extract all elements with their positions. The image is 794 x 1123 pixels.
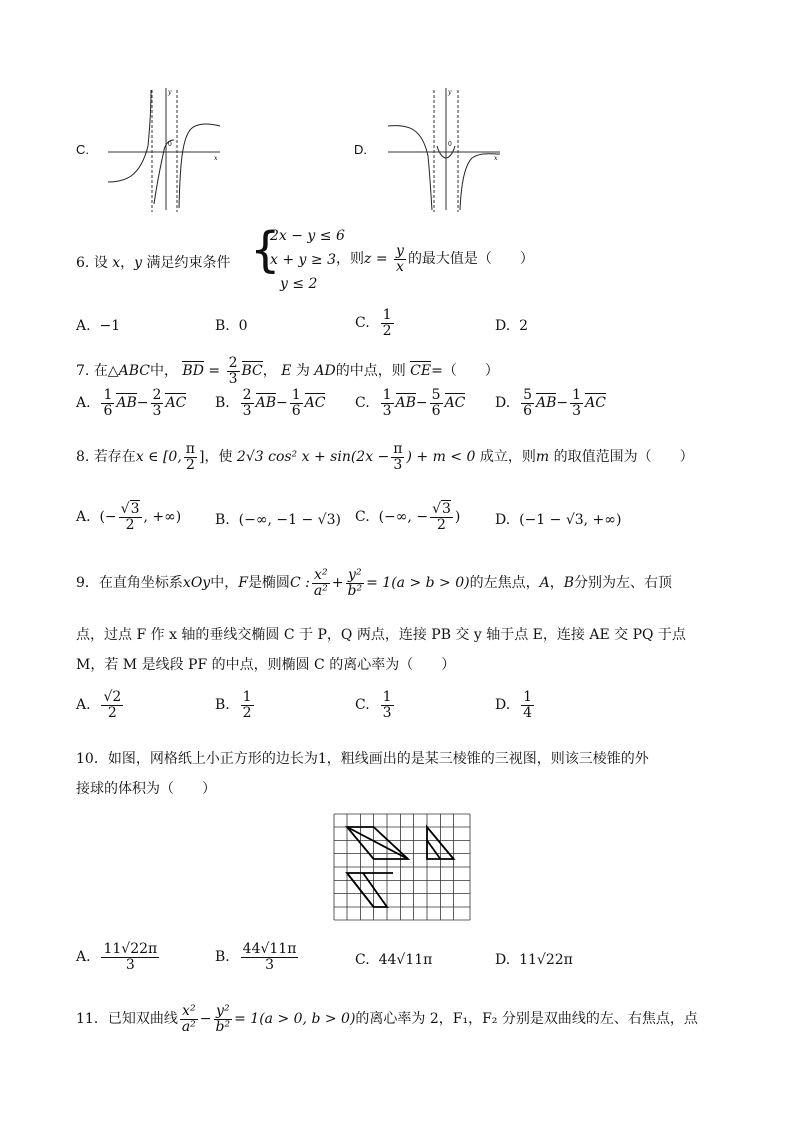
q6-frac-den: x <box>396 258 404 275</box>
graph-d-branch-left <box>388 126 432 210</box>
q9-option-den: 4 <box>523 704 533 721</box>
q8-var-m: m <box>535 449 550 466</box>
q8-opt-radicand: 3 <box>442 501 451 517</box>
q10-option-label: D. <box>495 952 511 968</box>
q6-z-eq: z = <box>364 251 388 268</box>
q6-tail: 的最大值是（ ） <box>407 251 534 268</box>
q6-pre: 设 <box>93 255 108 271</box>
q9-option-den: 2 <box>107 704 117 721</box>
q9-text: 9．在直角坐标系 <box>76 575 183 592</box>
q7-opt-num: 5 <box>431 387 441 403</box>
q7-opt-num: 1 <box>382 387 392 403</box>
q6-option-text: −1 <box>99 318 121 334</box>
q7-text: 在△ <box>93 363 119 380</box>
q10-option-d[interactable] <box>495 952 573 968</box>
q6-sep: ， <box>120 255 135 271</box>
q7-option-d[interactable] <box>495 388 606 418</box>
q7-opt-num: 1 <box>103 387 113 403</box>
q6-var-y: y <box>134 255 143 271</box>
q9-plus: + <box>331 575 344 592</box>
q6-fraction <box>394 244 406 274</box>
q7-number: 7. <box>76 363 90 380</box>
q6-option-label: B. <box>215 318 230 334</box>
q9-option-num: 1 <box>242 689 252 705</box>
q8-bracket: ] <box>199 449 205 466</box>
q10-option-c[interactable] <box>355 952 432 968</box>
q7-eq: = <box>208 363 221 380</box>
graph-c-y-label: y <box>168 89 172 96</box>
q6-var-x: x <box>112 255 121 271</box>
q9-frac-num: y² <box>348 567 362 583</box>
q8-frac-num: π <box>185 441 195 457</box>
q7-option-label: C. <box>355 395 370 412</box>
q8-option-text: (−1 − √3, +∞) <box>519 512 622 528</box>
q8-option-label: C. <box>355 509 370 526</box>
q9-ellipse-c: C : <box>289 575 310 592</box>
q9-option-den: 3 <box>382 704 392 721</box>
q6-option-c[interactable] <box>355 308 396 338</box>
q8-text: 成立，则 <box>479 449 536 466</box>
q11-frac-den: a² <box>181 1018 196 1035</box>
q8-expr: ) + m < 0 <box>406 449 476 466</box>
q9-option-label: B. <box>215 697 230 714</box>
q6-option-b[interactable] <box>215 318 248 334</box>
q7-triangle: ABC <box>118 363 150 380</box>
q9-text: ， <box>549 575 564 592</box>
q9-option-label: A. <box>76 697 91 714</box>
q7-opt-den: 3 <box>382 402 392 419</box>
q10-line-1: 10．如图，网格纸上小正方形的边长为1，粗线画出的是某三棱锥的三视图，则该三棱锥的外 <box>76 751 649 767</box>
graph-c-origin: 0 <box>168 141 172 148</box>
graph-d-y-label: y <box>448 89 452 96</box>
q6-mid: 满足约束条件 <box>146 255 231 271</box>
q7-opt-vector: AC <box>165 395 187 412</box>
q6-stem-start <box>76 252 231 272</box>
q10-option-num: 11√22π <box>103 941 158 957</box>
q7-opt-vector: AC <box>304 395 326 412</box>
q8-frac-den: 2 <box>185 456 195 473</box>
q8-opt-pre: (− <box>99 509 117 526</box>
q7-vector-ce: CE <box>410 363 432 380</box>
q10-option-label: B. <box>215 949 230 966</box>
q7-point-e: E <box>281 363 292 380</box>
q8-opt-den: 2 <box>125 516 135 533</box>
q9-option-a[interactable] <box>76 690 125 720</box>
q7-opt-den: 3 <box>152 402 162 419</box>
q8-expr: 2√3 cos² x + sin(2x − <box>236 449 390 466</box>
q8-opt-pre: (−∞, − <box>378 509 429 526</box>
graph-c-branch-mid <box>154 140 174 204</box>
q9-point-f: F <box>238 575 248 592</box>
q8-frac-num: π <box>393 441 403 457</box>
q9-point-b: B <box>563 575 575 592</box>
q7-opt-den: 6 <box>523 402 533 419</box>
q6-option-den: 2 <box>382 322 392 339</box>
q7-text: ， <box>262 363 277 380</box>
q7-text: 中， <box>149 363 178 380</box>
q7-opt-op: − <box>556 395 569 412</box>
q9-text: 分别为左、右顶 <box>574 575 673 592</box>
q6-option-label: C. <box>355 315 370 332</box>
q8-option-label: A. <box>76 509 91 526</box>
q6-option-label: A. <box>76 318 91 334</box>
q9-text: 中， <box>210 575 239 592</box>
q10-option-a[interactable] <box>76 942 161 972</box>
q8-option-label: B. <box>215 512 230 528</box>
graph-d-branch-right <box>460 154 500 210</box>
q9-text: 是椭圆 <box>247 575 290 592</box>
q7-option-label: D. <box>495 395 511 412</box>
q7-opt-op: − <box>415 395 428 412</box>
q6-constraints <box>270 224 345 296</box>
q7-option-label: B. <box>215 395 230 412</box>
q6-constraint: 2x − y ≤ 6 <box>270 228 345 244</box>
q7-stem <box>76 356 499 386</box>
graph-d-label: D. <box>354 142 367 157</box>
q7-opt-num: 5 <box>523 387 533 403</box>
q7-option-c[interactable] <box>355 388 465 418</box>
q9-option-label: C. <box>355 697 370 714</box>
q7-option-b[interactable] <box>215 388 325 418</box>
q8-text: ，使 <box>204 449 233 466</box>
q7-opt-den: 3 <box>242 402 252 419</box>
q8-option-d[interactable] <box>495 512 621 528</box>
q7-opt-num: 2 <box>242 387 252 403</box>
q11-text: 11．已知双曲线 <box>76 1011 178 1028</box>
q7-text: 的中点，则 <box>335 363 406 380</box>
q6-constraint: x + y ≥ 3 <box>270 252 336 268</box>
q6-brace: { <box>250 222 281 278</box>
q9-frac-num: x² <box>314 567 328 583</box>
q10-option-num: 44√11π <box>242 941 297 957</box>
q8-frac-den: 3 <box>393 456 403 473</box>
q8-option-b[interactable] <box>215 512 341 528</box>
q7-vector-bd: BD <box>182 363 204 380</box>
q7-opt-num: 2 <box>152 387 162 403</box>
q8-text: 的取值范围为（ ） <box>553 449 694 466</box>
q11-stem <box>76 1004 698 1034</box>
q7-text: =（ ） <box>431 363 499 380</box>
q11-text: 的离心率为 2，F₁，F₂ 分别是双曲线的左、右焦点，点 <box>355 1011 698 1028</box>
q9-xoy: xOy <box>182 575 211 592</box>
q7-frac-num: 2 <box>228 355 238 371</box>
q9-option-d[interactable] <box>495 690 536 720</box>
q7-opt-num: 1 <box>572 387 582 403</box>
q9-text: 的左焦点， <box>469 575 540 592</box>
q10-option-den: 3 <box>265 956 274 973</box>
q6-option-num: 1 <box>382 307 392 323</box>
q9-option-c[interactable] <box>355 690 396 720</box>
q7-opt-vector: AB <box>395 395 416 412</box>
q8-option-text: (−∞, −1 − √3) <box>238 512 341 528</box>
q7-opt-vector: AC <box>444 395 466 412</box>
q7-segment-ad: AD <box>314 363 336 380</box>
q10-option-label: A. <box>76 949 91 966</box>
q7-opt-vector: AC <box>585 395 606 412</box>
q8-option-label: D. <box>495 512 511 528</box>
graph-c-branch-left <box>108 90 151 182</box>
q6-objective <box>336 244 534 274</box>
q8-opt-post: ) <box>454 509 461 526</box>
q8-opt-den: 2 <box>437 516 446 533</box>
q10-option-text: 44√11π <box>378 952 433 968</box>
q9-point-a: A <box>539 575 550 592</box>
q6-option-a[interactable] <box>76 318 120 334</box>
q8-opt-radicand: 3 <box>130 501 140 517</box>
q7-opt-op: − <box>275 395 288 412</box>
q10-option-label: C. <box>355 952 370 968</box>
q9-option-num: 1 <box>382 689 392 705</box>
q7-opt-den: 3 <box>572 402 582 419</box>
q7-option-label: A. <box>76 395 91 412</box>
three-view-grid <box>333 813 471 921</box>
q11-frac-den: b² <box>215 1018 231 1035</box>
graph-c-x-label: x <box>214 155 218 162</box>
q7-vector-bc: BC <box>241 363 263 380</box>
q9-condition: = 1(a > b > 0) <box>366 575 470 592</box>
q8-opt-post: , +∞) <box>143 509 182 526</box>
q10-option-b[interactable] <box>215 942 300 972</box>
q7-opt-num: 1 <box>291 387 301 403</box>
graph-d <box>384 86 504 216</box>
q9-option-den: 2 <box>242 704 252 721</box>
q7-opt-den: 6 <box>431 402 441 419</box>
q10-option-text: 11√22π <box>519 952 573 968</box>
q9-option-num: 1 <box>523 689 533 705</box>
q9-line-1 <box>76 568 672 598</box>
q7-opt-vector: AB <box>536 395 557 412</box>
q10-option-den: 3 <box>125 956 135 973</box>
top-view <box>347 873 387 907</box>
q11-frac-num: y² <box>216 1003 230 1019</box>
q6-number: 6. <box>76 255 90 271</box>
q7-opt-vector: AB <box>255 395 276 412</box>
q8-option-c[interactable]: C. (−∞, − $\frac{√3}{2}$ ) <box>355 501 461 533</box>
graph-c-branch-right <box>179 124 220 208</box>
q6-option-text: 2 <box>519 318 529 334</box>
side-view-edge <box>427 840 440 859</box>
q7-opt-den: 6 <box>103 402 113 419</box>
q7-option-a[interactable] <box>76 388 186 418</box>
q9-frac-den: b² <box>347 582 363 599</box>
q6-option-label: D. <box>495 318 511 334</box>
q9-option-b[interactable] <box>215 690 256 720</box>
q9-line-3: M，若 M 是线段 PF 的中点，则椭圆 C 的离心率为（ ） <box>76 657 456 673</box>
q6-option-text: 0 <box>238 318 248 334</box>
q8-option-a[interactable]: A. (− $\frac{√3}{2}$ , +∞) <box>76 501 182 533</box>
graph-d-origin: 0 <box>448 141 452 148</box>
q7-opt-den: 6 <box>291 402 301 419</box>
q9-option-label: D. <box>495 697 511 714</box>
graph-c <box>104 86 224 216</box>
q7-fraction <box>227 356 240 386</box>
q11-condition: = 1(a > 0, b > 0) <box>234 1011 356 1028</box>
q7-text: 为 <box>295 363 310 380</box>
q6-then: ，则 <box>336 251 364 268</box>
graph-c-label: C. <box>76 142 89 157</box>
q9-line-2: 点，过点 F 作 x 轴的垂线交椭圆 C 于 P，Q 两点，连接 PB 交 y 轴于点 E，连接 AE 交 PQ 于点 <box>76 627 686 643</box>
q8-stem <box>76 442 694 472</box>
q11-frac-num: x² <box>182 1003 196 1019</box>
q6-constraint: y ≤ 2 <box>280 276 318 292</box>
q8-domain: x ∈ [0, <box>135 449 182 466</box>
q6-frac-num: y <box>396 243 404 259</box>
graph-d-x-label: x <box>494 155 498 162</box>
q9-option-num: √2 <box>103 689 122 705</box>
q8-text: 若存在 <box>93 449 136 466</box>
q6-option-d[interactable] <box>495 318 528 334</box>
q7-opt-op: − <box>136 395 149 412</box>
q10-line-2: 接球的体积为（ ） <box>76 781 216 797</box>
q11-minus: − <box>199 1011 212 1028</box>
q7-opt-vector: AB <box>116 395 137 412</box>
q7-frac-den: 3 <box>228 370 238 387</box>
q9-frac-den: a² <box>313 582 328 599</box>
q8-number: 8. <box>76 449 90 466</box>
